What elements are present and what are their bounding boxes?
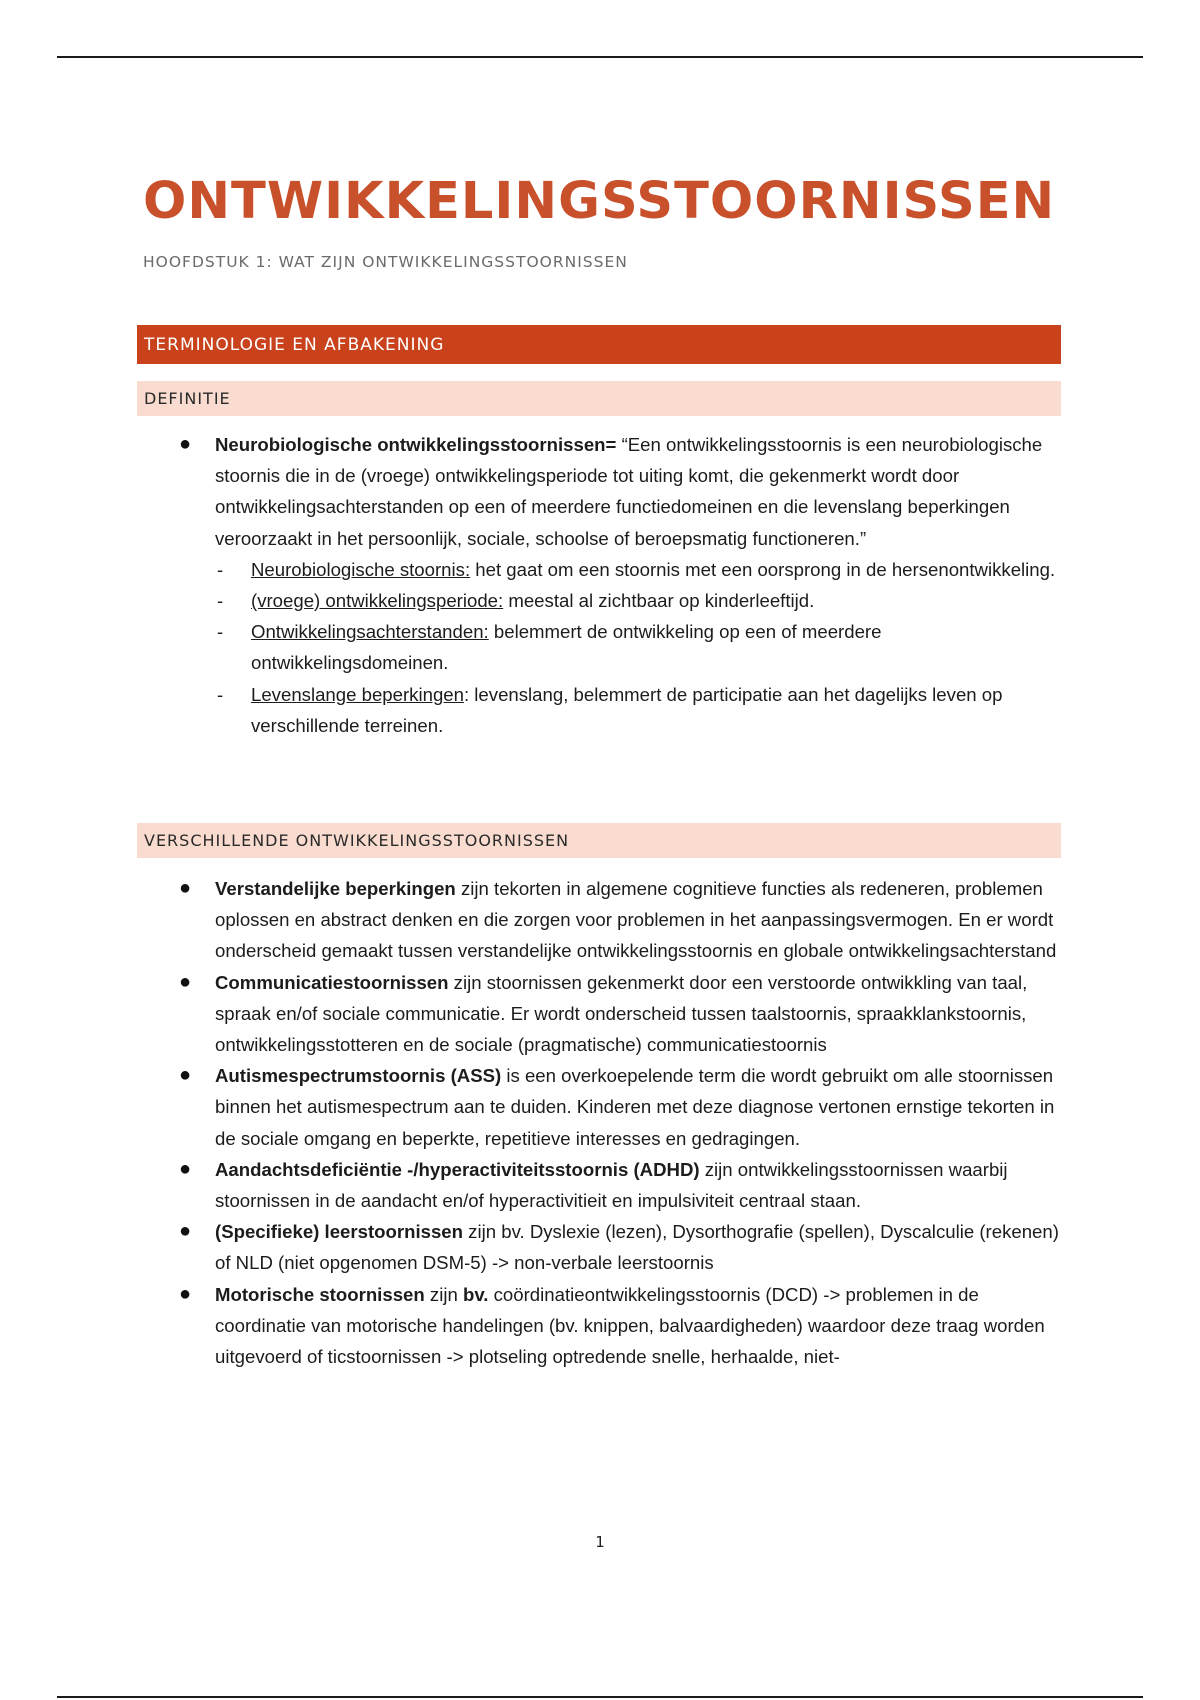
item-term: (Specifieke) leerstoornissen	[215, 1221, 464, 1243]
subitem-term: Neurobiologische stoornis:	[251, 558, 471, 580]
bullet-icon: ●	[179, 433, 192, 455]
list-item	[179, 873, 1065, 967]
definition-sublist	[215, 554, 1065, 741]
list-item	[179, 1060, 1065, 1154]
subheading-text: VERSCHILLENDE ONTWIKKELINGSSTOORNISSEN	[144, 831, 570, 850]
definition-list	[0, 429, 1200, 741]
subitem-text: het gaat om een stoornis met een oorsprong in de hersenontwikkeling.	[470, 558, 1056, 580]
subheading-text: DEFINITIE	[144, 389, 231, 408]
item-text: is een overkoepelende term die wordt gebruikt om alle stoornissen binnen het autismespectrum aan te duiden. Kinderen met deze diagnose vertonen ernstige tekorten in de sociale omgang en beperkte, repetitieve interesses en gedragingen.	[215, 1065, 1055, 1149]
subitem-term: Ontwikkelingsachterstanden:	[251, 621, 489, 643]
section-heading-text: TERMINOLOGIE EN AFBAKENING	[144, 334, 445, 355]
page-number: 1	[595, 1533, 605, 1551]
dash-icon: -	[217, 621, 224, 643]
item-text: zijn tekorten in algemene cognitieve functies als redeneren, problemen oplossen en abstract denken en die zorgen voor problemen in het aanpassingsvermogen. En er wordt onderscheid gemaakt tussen verstandelijke ontwikkelingsstoornis en globale ontwikkelingsachterstand	[215, 878, 1057, 962]
item-text: zijn bv. Dyslexie (lezen), Dysorthografie (spellen), Dyscalculie (rekenen) of NLD (niet opgenomen DSM-5) -> non-verbale leerstoornis	[215, 1221, 1059, 1274]
list-item	[179, 429, 1065, 741]
dash-icon: -	[217, 683, 224, 705]
bullet-icon: ●	[179, 1157, 192, 1180]
bullet-icon: ●	[179, 970, 192, 993]
subheading-verschillende	[137, 823, 1061, 858]
subitem-term: (vroege) ontwikkelingsperiode:	[251, 590, 504, 612]
sublist-item	[217, 554, 1065, 585]
item-text: zijn stoornissen gekenmerkt door een verstoorde ontwikkling van taal, spraak en/of sociale communicatie. Er wordt onderscheid tussen taalstoornis, spraakklankstoornis, ontwikkelingsstotteren en de sociale (pragmatische) communicatiestoornis	[215, 971, 1028, 1056]
subitem-term: Levenslange beperkingen	[251, 683, 464, 705]
subheading-definitie	[137, 381, 1061, 416]
bullet-icon: ●	[179, 1064, 192, 1087]
dash-icon: -	[217, 558, 224, 580]
item-term: Verstandelijke beperkingen	[215, 878, 456, 899]
subitem-text: meestal al zichtbaar op kinderleeftijd.	[503, 590, 815, 612]
item-text: “Een ontwikkelingsstoornis is een neurobiologische stoornis die in de (vroege) ontwikkelingsperiode tot uiting komt, die gekenmerkt wordt door ontwikkelingsachterstanden op een of meerdere functiedomeinen en die levenslang beperkingen veroorzaakt in het persoonlijk, sociale, schoolse of beroepsmatig functioneren.”	[215, 434, 1043, 549]
subitem-text: belemmert de ontwikkeling op een of meerdere ontwikkelingsdomeinen.	[251, 621, 882, 674]
dash-icon: -	[217, 590, 224, 612]
list-item	[179, 1279, 1065, 1373]
document-title: ONTWIKKELINGSSTOORNISSEN	[143, 172, 1056, 231]
document-subtitle: HOOFDSTUK 1: WAT ZIJN ONTWIKKELINGSSTOORNISSEN	[143, 253, 628, 271]
disorders-list	[0, 873, 1200, 1372]
item-term: Autismespectrumstoornis (ASS)	[215, 1065, 502, 1087]
item-term-secondary: bv.	[462, 1283, 489, 1305]
subitem-text: : levenslang, belemmert de participatie aan het dagelijks leven op verschillende terreinen.	[251, 683, 1003, 736]
bullet-icon: ●	[179, 1282, 192, 1305]
item-term: Motorische stoornissen	[215, 1283, 425, 1305]
item-term: Neurobiologische ontwikkelingsstoornissen=	[215, 434, 617, 455]
section-heading-terminologie	[137, 325, 1061, 364]
top-rule	[57, 56, 1143, 58]
sublist-item	[217, 585, 1065, 616]
list-item	[179, 1154, 1065, 1216]
item-text: zijn ontwikkelingsstoornissen waarbij stoornissen in de aandacht en/of hyperactivitieit en impulsiviteit centraal staan.	[215, 1158, 1008, 1212]
list-item	[179, 967, 1065, 1061]
bottom-rule	[57, 1696, 1143, 1698]
item-term: Communicatiestoornissen	[215, 971, 449, 993]
sublist-item	[217, 679, 1065, 741]
list-item	[179, 1216, 1065, 1278]
bullet-icon: ●	[179, 877, 192, 899]
item-text: zijn	[424, 1283, 463, 1305]
bullet-icon: ●	[179, 1220, 192, 1243]
item-text-secondary: coördinatieontwikkelingsstoornis (DCD) -> problemen in de coordinatie van motorische handelingen (bv. knippen, balvaardigheden) waardoor deze traag worden uitgevoerd of ticstoornissen -> plotseling optredende snelle, herhaalde, niet-	[215, 1283, 1045, 1368]
sublist-item	[217, 616, 1065, 678]
item-term: Aandachtsdeficiëntie -/hyperactiviteitsstoornis (ADHD)	[215, 1158, 700, 1180]
